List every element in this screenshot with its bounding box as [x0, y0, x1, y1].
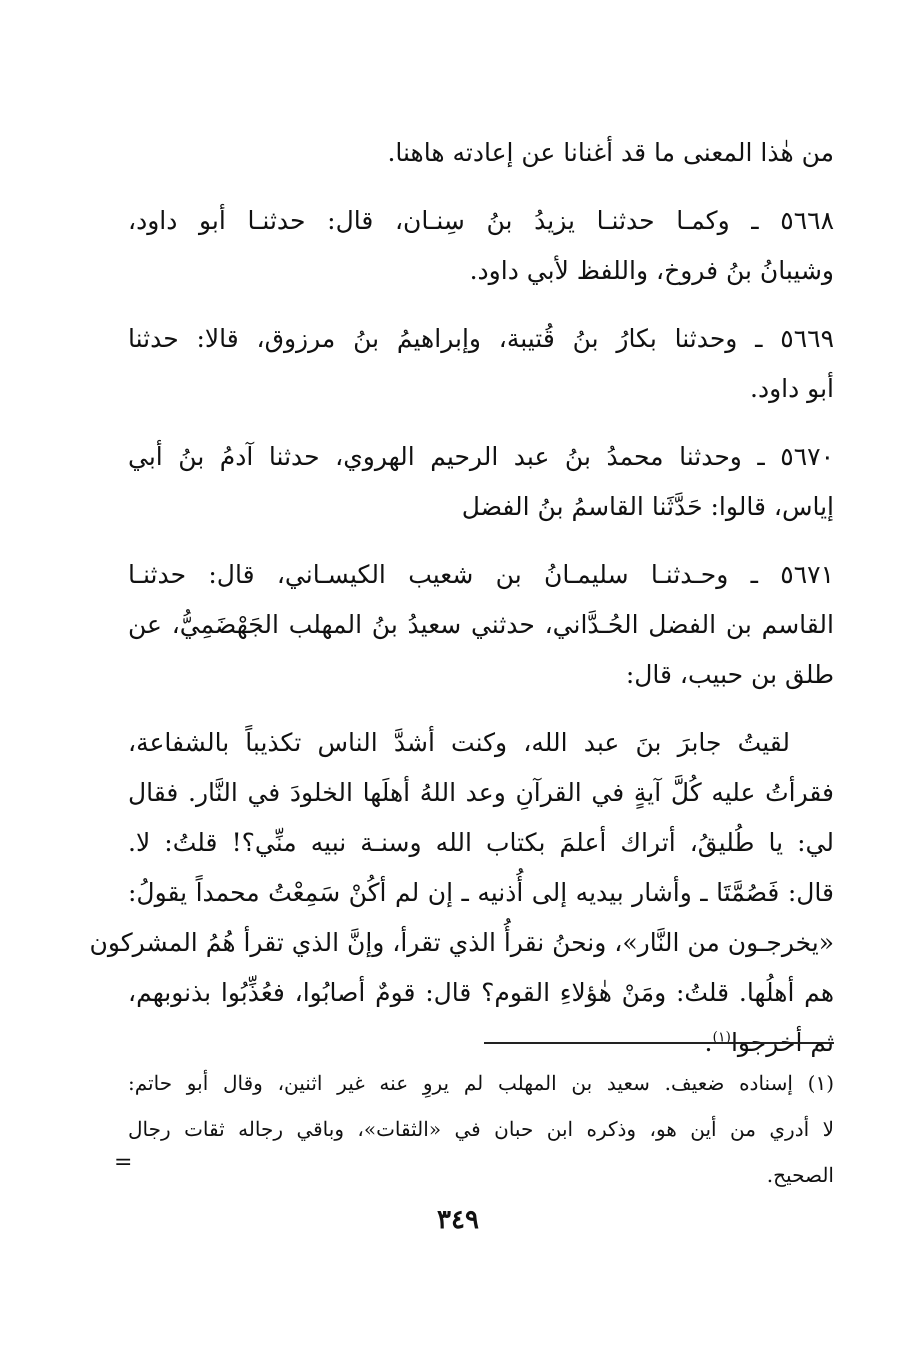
paragraph-hadith-5671 — [128, 550, 834, 700]
text-line: أبو داود. — [750, 374, 834, 403]
paragraph-intro — [128, 128, 834, 178]
footnote-line: الصحيح. — [766, 1163, 834, 1187]
footnotes — [128, 1060, 834, 1198]
footnote-line: لا أدري من أين هو، وذكره ابن حبان في «الثقات»، وباقي رجاله ثقات رجال — [128, 1117, 834, 1141]
text-line: من هٰذا المعنى ما قد أغنانا عن إعادته هاهنا. — [387, 138, 834, 167]
text-line: طلق بن حبيب، قال: — [625, 660, 834, 689]
paragraph-narration — [89, 718, 834, 1068]
text-line: هم أهلُها. قلتُ: ومَنْ هٰؤلاءِ القوم؟ قال: قومٌ أصابُوا، فعُذِّبُوا بذنوبهم، — [128, 978, 834, 1007]
text-line: إياس، قالوا: حَدَّثَنا القاسمُ بنُ الفضل — [461, 492, 834, 521]
text-line: فقرأتُ عليه كُلَّ آيةٍ في القرآنِ وعد اللهُ أهلَها الخلودَ في النَّار. فقال — [128, 778, 834, 807]
page-number: ٣٤٩ — [437, 1205, 479, 1235]
text-line: وشيبانُ بنُ فروخ، واللفظ لأبي داود. — [469, 256, 834, 285]
text-line: لي: يا طُليقُ، أتراك أعلمَ بكتاب الله وسنـة نبيه منِّي؟! قلتُ: لا. — [128, 828, 834, 857]
text-line: «يخرجـون من النَّار»، ونحنُ نقرأُ الذي تقرأ، وإنَّ الذي تقرأ هُمُ المشركون — [89, 928, 834, 957]
text-line: ٥٦٧٠ ـ وحدثنا محمدُ بنُ عبد الرحيم الهروي، حدثنا آدمُ بنُ أبي — [128, 442, 834, 471]
main-text — [89, 128, 834, 1086]
paragraph-hadith-5668 — [128, 196, 834, 296]
paragraph-hadith-5670 — [128, 432, 834, 532]
text-line: القاسم بن الفضل الحُـدَّاني، حدثني سعيدُ بنُ المهلب الجَهْضَمِيُّ، عن — [128, 610, 834, 639]
continuation-mark: = — [114, 1150, 133, 1175]
text-line: ٥٦٦٨ ـ وكمـا حدثنـا يزيدُ بنُ سِنـان، قال: حدثنـا أبو داود، — [128, 206, 834, 235]
text-line: لقيتُ جابرَ بنَ عبد الله، وكنت أشدَّ الناس تكذيباً بالشفاعة، — [128, 728, 790, 757]
text-line: ٥٦٧١ ـ وحـدثنـا سليمـانُ بن شعيب الكيسـاني، قال: حدثنـا — [128, 560, 834, 589]
footnote-reference[interactable]: (١) — [712, 1029, 731, 1046]
text-line: قال: فَصُمَّتَا ـ وأشار بيديه إلى أُذنيه ـ إن لم أكُنْ سَمِعْتُ محمداً يقولُ: — [128, 878, 834, 907]
text-line: ٥٦٦٩ ـ وحدثنا بكارُ بنُ قُتيبة، وإبراهيمُ بنُ مرزوق، قالا: حدثنا — [128, 324, 834, 353]
text-fragment: ثم أخرجوا — [730, 1028, 834, 1057]
footnote-line: (١) إسناده ضعيف. سعيد بن المهلب لم يروِ عنه غير اثنين، وقال أبو حاتم: — [128, 1071, 834, 1095]
paragraph-hadith-5669 — [128, 314, 834, 414]
text-fragment: . — [704, 1028, 713, 1057]
footnote-divider — [484, 1042, 834, 1044]
